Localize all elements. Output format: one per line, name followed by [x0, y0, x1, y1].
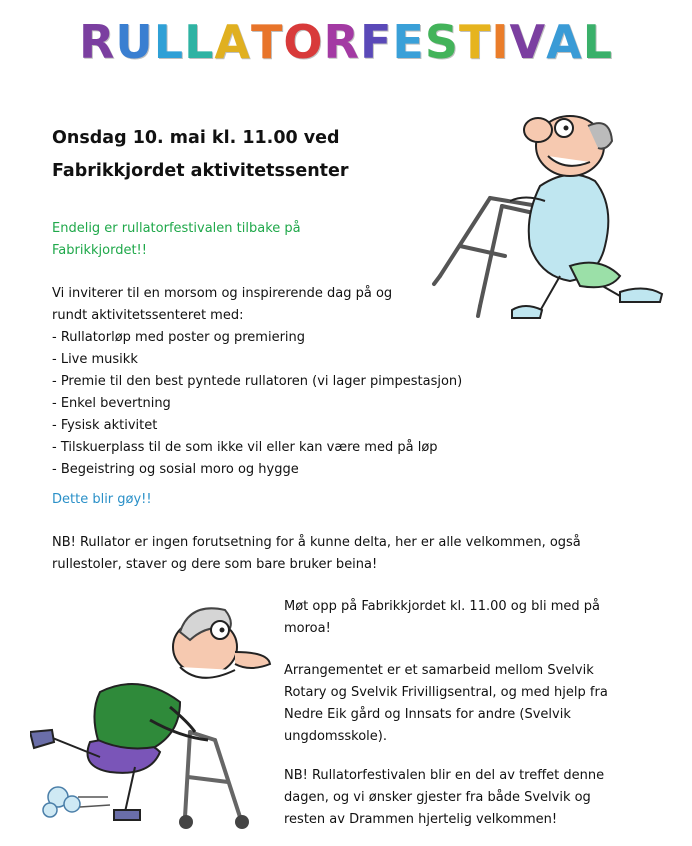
invite-line-1: Vi inviterer til en morsom og inspirerende dag på og — [52, 286, 393, 301]
note-paragraph — [52, 532, 652, 576]
title-letter: R — [79, 15, 116, 69]
festival-note-line-1: NB! Rullatorfestivalen blir en del av treffet denne — [284, 768, 605, 783]
title-letter: T — [251, 15, 284, 69]
title-letter: R — [323, 15, 360, 69]
festival-note-line-3: resten av Drammen hjertelig velkommen! — [284, 812, 558, 827]
title-letter: L — [184, 15, 215, 69]
heading-line-2: Fabrikkjordet aktivitetssenter — [52, 161, 349, 181]
arrangement-line-4: ungdomsskole). — [284, 729, 387, 744]
arrangement-paragraph — [284, 660, 654, 748]
arrangement-line-3: Nedre Eik gård og Innsats for andre (Svelvik — [284, 707, 571, 722]
fun-text: Dette blir gøy!! — [52, 492, 152, 507]
invite-line-2: rundt aktivitetssenteret med: — [52, 308, 244, 323]
arrangement-line-2: Rotary og Svelvik Frivilligsentral, og med hjelp fra — [284, 685, 608, 700]
list-item: - Tilskuerplass til de som ikke vil eller kan være med på løp — [52, 440, 438, 455]
festival-note-paragraph — [284, 765, 654, 831]
invite-paragraph — [52, 283, 472, 481]
festival-title — [0, 14, 692, 70]
event-heading — [52, 122, 452, 188]
old-man-walker-illustration — [420, 106, 670, 326]
title-letter: E — [392, 15, 425, 69]
title-letter: S — [424, 15, 459, 69]
title-letter: T — [458, 15, 492, 69]
title-letter: F — [359, 15, 393, 69]
title-letter: A — [546, 15, 583, 69]
note-line-1: NB! Rullator er ingen forutsetning for å kunne delta, her er alle velkommen, også — [52, 535, 581, 550]
title-letter: I — [491, 15, 510, 69]
title-letter: L — [582, 15, 613, 69]
title-letter: O — [283, 15, 324, 69]
meet-line-2: moroa! — [284, 621, 331, 636]
festival-note-line-2: dagen, og vi ønsker gjester fra både Svelvik og — [284, 790, 591, 805]
title-letter: A — [214, 15, 252, 69]
list-item: - Fysisk aktivitet — [52, 418, 158, 433]
list-item: - Rullatorløp med poster og premiering — [52, 330, 306, 345]
arrangement-line-1: Arrangementet er et samarbeid mellom Svelvik — [284, 663, 594, 678]
meet-paragraph — [284, 596, 654, 640]
intro-text — [52, 218, 352, 262]
list-item: - Begeistring og sosial moro og hygge — [52, 462, 299, 477]
activity-list — [52, 327, 472, 481]
intro-line-1: Endelig er rullatorfestivalen tilbake på — [52, 221, 301, 236]
meet-line-1: Møt opp på Fabrikkjordet kl. 11.00 og bli med på — [284, 599, 600, 614]
list-item: - Premie til den best pyntede rullatoren (vi lager pimpestasjon) — [52, 374, 463, 389]
list-item: - Live musikk — [52, 352, 138, 367]
heading-line-1: Onsdag 10. mai kl. 11.00 ved — [52, 128, 340, 148]
intro-line-2: Fabrikkjordet!! — [52, 243, 147, 258]
old-woman-walker-illustration — [30, 592, 275, 837]
title-letter: V — [509, 15, 547, 69]
list-item: - Enkel bevertning — [52, 396, 171, 411]
title-letter: L — [153, 15, 185, 69]
title-letter: U — [115, 15, 154, 69]
note-line-2: rullestoler, staver og dere som bare bruker beina! — [52, 557, 378, 572]
